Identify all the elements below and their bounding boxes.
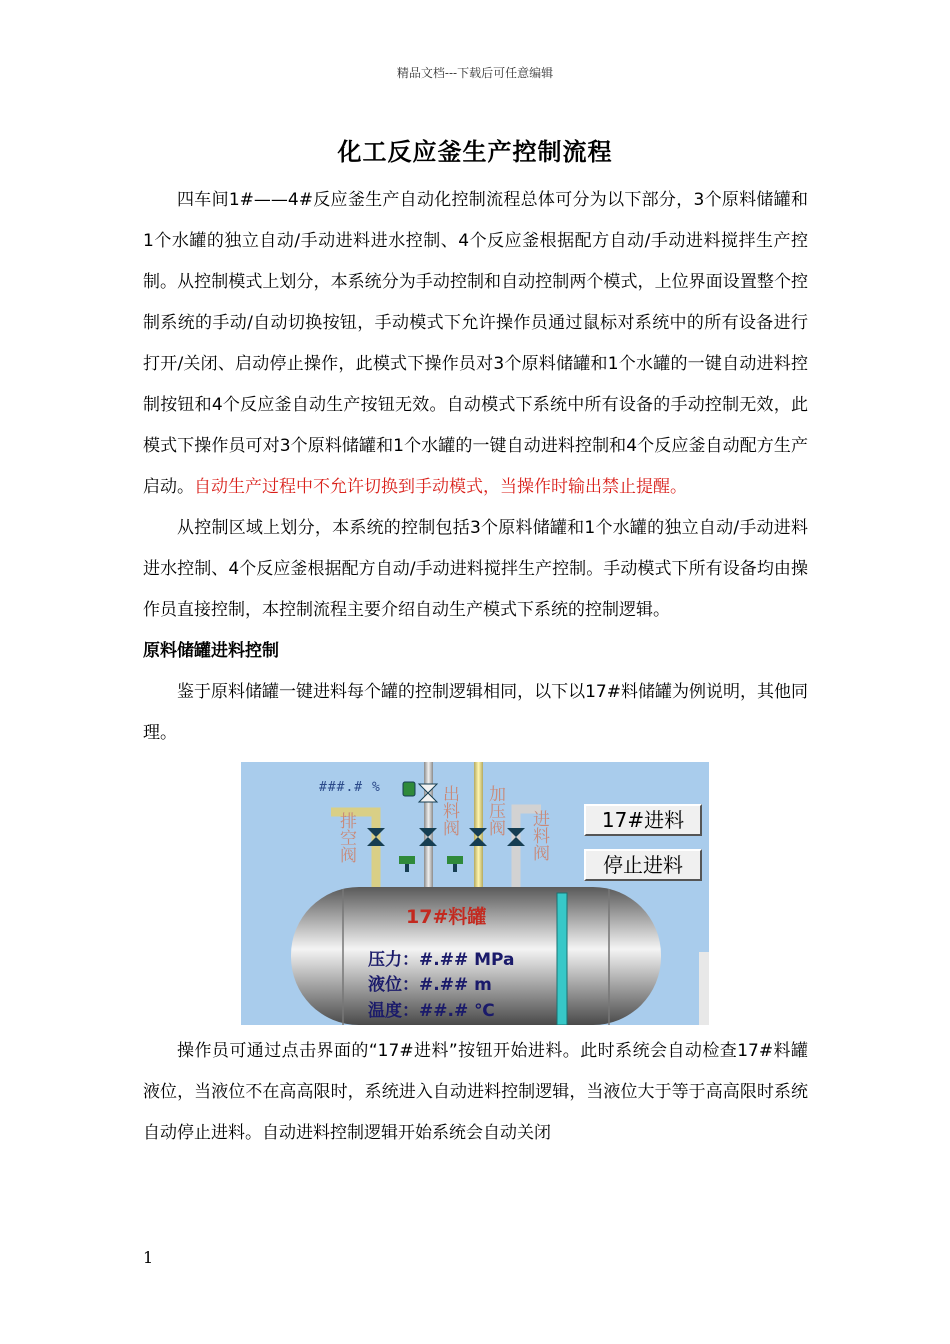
pressure-readout: 压力：#.## MPa	[368, 950, 515, 970]
level-readout: ###.# %	[319, 780, 381, 795]
sensor-icon	[399, 856, 415, 872]
level-gauge	[557, 893, 567, 1025]
inlet-valve-icon[interactable]	[507, 828, 525, 846]
top-valve-icon[interactable]	[419, 784, 437, 802]
actuator-icon	[403, 782, 415, 796]
tank-name: 17#料罐	[406, 906, 487, 928]
stop-feed-button[interactable]: 停止进料	[584, 849, 702, 881]
start-feed-button[interactable]: 17#进料	[584, 804, 702, 836]
document-title: 化工反应釜生产控制流程	[337, 138, 613, 166]
temperature-readout: 温度：##.# ℃	[368, 1001, 495, 1021]
paragraph-overview-text: 四车间1#——4#反应釜生产自动化控制流程总体可分为以下部分，3个原料储罐和1个水罐的独立自动/手动进料进水控制、4个反应釜根据配方自动/手动进料搅拌生产控制。从控制模式上划分，本系统分为手动控制和自动控制两个模式，上位界面设置整个控制系统的手动/自动切换按钮，手动模式下允许操作员通过鼠标对系统中的所有设备进行打开/关闭、启动停止操作，此模式下操作员对3个原料储罐和1个水罐的一键自动进料控制按钮和4个反应釜自动生产按钮无效。自动模式下系统中所有设备的手动控制无效，此模式下操作员可对3个原料储罐和1个水罐的一键自动进料控制和4个反应釜自动配方生产启动。	[143, 190, 808, 497]
pressure-valve-icon[interactable]	[469, 828, 487, 846]
paragraph-procedure: 操作员可通过点击界面的“17#进料”按钮开始进料。此时系统会自动检查17#料罐液位，当液位不在高高限时，系统进入自动进料控制逻辑，当液位大于等于高高限时系统自动停止进料。自动进料控制逻辑开始系统会自动关闭	[143, 1041, 808, 1143]
outlet-pipe	[424, 762, 433, 887]
section-heading: 原料储罐进料控制	[143, 641, 279, 661]
vent-valve-label: 排空阀	[340, 812, 357, 866]
sensor-icon	[447, 856, 463, 872]
outlet-valve-icon[interactable]	[419, 828, 437, 846]
pressure-valve-label: 加压阀	[489, 785, 506, 839]
hmi-screenshot	[241, 762, 709, 1025]
edge-fragment	[699, 952, 709, 1025]
paragraph-control-areas: 从控制区域上划分，本系统的控制包括3个原料储罐和1个水罐的独立自动/手动进料进水控制、4个反应釜根据配方自动/手动进料搅拌生产控制。手动模式下所有设备均由操作员直接控制，本控制流程主要介绍自动生产模式下系统的控制逻辑。	[143, 518, 808, 620]
pressure-pipe	[474, 762, 483, 887]
level-value-readout: 液位：#.## m	[368, 975, 492, 995]
warning-text: 自动生产过程中不允许切换到手动模式，当操作时输出禁止提醒。	[194, 477, 687, 497]
vent-valve-icon[interactable]	[367, 828, 385, 846]
page-header: 精品文档---下载后可任意编辑	[396, 66, 554, 80]
inlet-valve-label: 进料阀	[533, 810, 550, 864]
page-number: 1	[143, 1248, 154, 1267]
paragraph-overview	[143, 180, 808, 508]
outlet-valve-label: 出料阀	[443, 785, 460, 839]
paragraph-example-intro: 鉴于原料储罐一键进料每个罐的控制逻辑相同，以下以17#料储罐为例说明，其他同理。	[143, 682, 808, 743]
document-body	[143, 180, 808, 1154]
